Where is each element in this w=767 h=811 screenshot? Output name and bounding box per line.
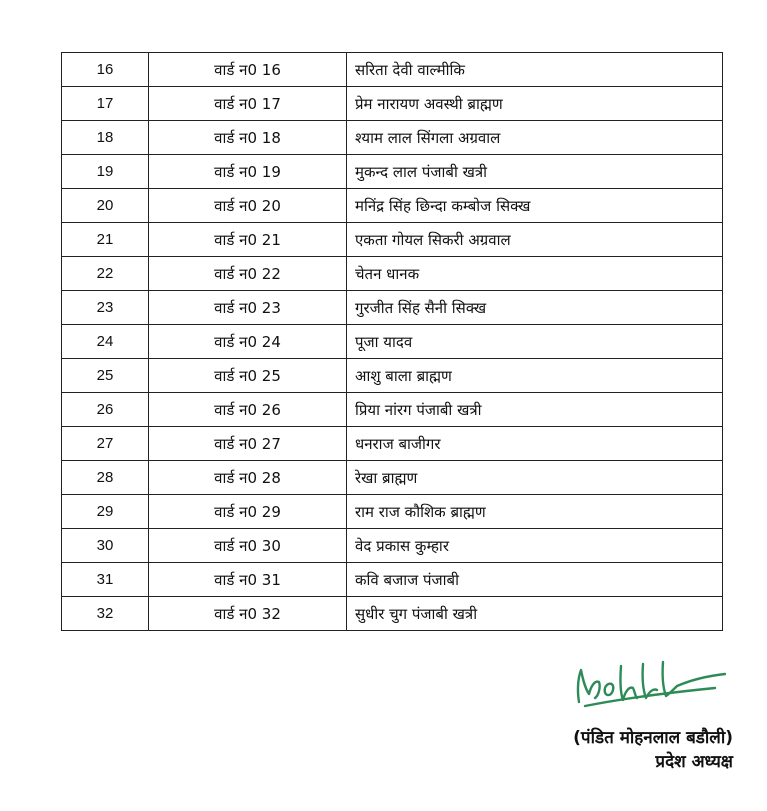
candidate-name-cell: पूजा यादव: [347, 325, 723, 359]
ward-number-cell: वार्ड न0 30: [149, 529, 347, 563]
serial-number-cell: 21: [62, 223, 149, 257]
ward-number-cell: वार्ड न0 26: [149, 393, 347, 427]
ward-number-cell: वार्ड न0 29: [149, 495, 347, 529]
candidate-name-cell: वेद प्रकास कुम्हार: [347, 529, 723, 563]
candidate-name-cell: गुरजीत सिंह सैनी सिक्ख: [347, 291, 723, 325]
serial-number-cell: 24: [62, 325, 149, 359]
ward-number-cell: वार्ड न0 20: [149, 189, 347, 223]
candidate-name-cell: धनराज बाजीगर: [347, 427, 723, 461]
serial-number-cell: 29: [62, 495, 149, 529]
table-row: [62, 291, 723, 325]
table-row: [62, 427, 723, 461]
ward-number-cell: वार्ड न0 21: [149, 223, 347, 257]
candidate-name-cell: सुधीर चुग पंजाबी खत्री: [347, 597, 723, 631]
signatory-title: प्रदेश अध्यक्ष: [655, 752, 733, 772]
table-row: [62, 189, 723, 223]
handwritten-signature: [565, 652, 735, 714]
table-row: [62, 563, 723, 597]
candidate-name-cell: प्रिया नांरग पंजाबी खत्री: [347, 393, 723, 427]
candidate-name-cell: एकता गोयल सिकरी अग्रवाल: [347, 223, 723, 257]
candidate-name-cell: श्याम लाल सिंगला अग्रवाल: [347, 121, 723, 155]
serial-number-cell: 27: [62, 427, 149, 461]
signature-block: [573, 726, 733, 774]
table-row: [62, 155, 723, 189]
ward-number-cell: वार्ड न0 25: [149, 359, 347, 393]
serial-number-cell: 19: [62, 155, 149, 189]
candidate-name-cell: कवि बजाज पंजाबी: [347, 563, 723, 597]
serial-number-cell: 25: [62, 359, 149, 393]
table-row: [62, 121, 723, 155]
ward-number-cell: वार्ड न0 17: [149, 87, 347, 121]
table-row: [62, 325, 723, 359]
table-row: [62, 393, 723, 427]
serial-number-cell: 22: [62, 257, 149, 291]
ward-number-cell: वार्ड न0 24: [149, 325, 347, 359]
signatory-name: (पंडित मोहनलाल बडौली): [573, 728, 733, 748]
ward-number-cell: वार्ड न0 28: [149, 461, 347, 495]
table-row: [62, 87, 723, 121]
serial-number-cell: 30: [62, 529, 149, 563]
serial-number-cell: 17: [62, 87, 149, 121]
serial-number-cell: 23: [62, 291, 149, 325]
candidate-name-cell: चेतन धानक: [347, 257, 723, 291]
table-row: [62, 223, 723, 257]
serial-number-cell: 18: [62, 121, 149, 155]
ward-number-cell: वार्ड न0 32: [149, 597, 347, 631]
table-row: [62, 359, 723, 393]
table-row: [62, 53, 723, 87]
candidate-name-cell: मुकन्द लाल पंजाबी खत्री: [347, 155, 723, 189]
serial-number-cell: 32: [62, 597, 149, 631]
serial-number-cell: 16: [62, 53, 149, 87]
candidate-name-cell: आशु बाला ब्राह्मण: [347, 359, 723, 393]
ward-table-body: [62, 53, 723, 631]
table-row: [62, 461, 723, 495]
table-row: [62, 529, 723, 563]
ward-number-cell: वार्ड न0 23: [149, 291, 347, 325]
candidate-name-cell: प्रेम नारायण अवस्थी ब्राह्मण: [347, 87, 723, 121]
ward-candidate-table: [61, 52, 723, 631]
candidate-name-cell: सरिता देवी वाल्मीकि: [347, 53, 723, 87]
candidate-name-cell: राम राज कौशिक ब्राह्मण: [347, 495, 723, 529]
table-row: [62, 257, 723, 291]
serial-number-cell: 31: [62, 563, 149, 597]
table-row: [62, 495, 723, 529]
ward-number-cell: वार्ड न0 31: [149, 563, 347, 597]
ward-number-cell: वार्ड न0 19: [149, 155, 347, 189]
candidate-name-cell: रेखा ब्राह्मण: [347, 461, 723, 495]
serial-number-cell: 26: [62, 393, 149, 427]
ward-number-cell: वार्ड न0 27: [149, 427, 347, 461]
ward-number-cell: वार्ड न0 22: [149, 257, 347, 291]
candidate-name-cell: मनिंद्र सिंह छिन्दा कम्बोज सिक्ख: [347, 189, 723, 223]
serial-number-cell: 20: [62, 189, 149, 223]
serial-number-cell: 28: [62, 461, 149, 495]
table-row: [62, 597, 723, 631]
ward-number-cell: वार्ड न0 16: [149, 53, 347, 87]
ward-number-cell: वार्ड न0 18: [149, 121, 347, 155]
